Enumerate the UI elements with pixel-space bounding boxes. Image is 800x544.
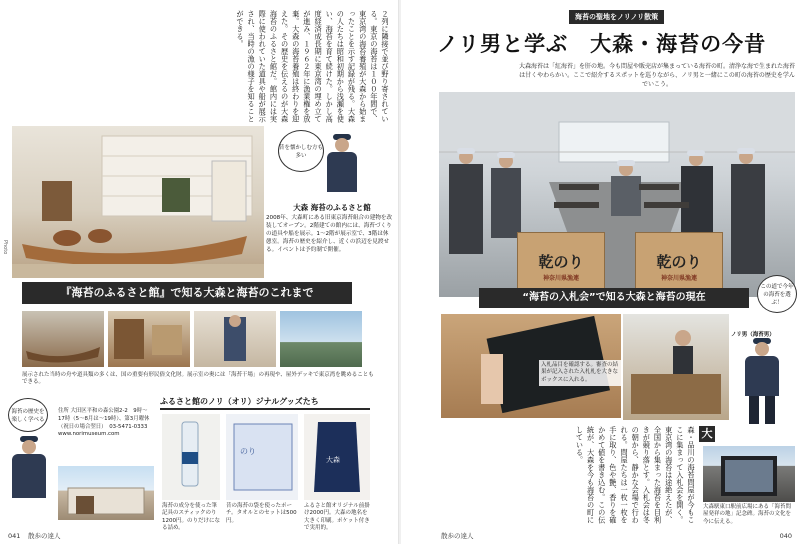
- left-page: [0, 0, 399, 544]
- left-page-number: 041: [8, 532, 21, 540]
- goods-apron-photo: [304, 414, 370, 500]
- goods-stick-caption: 海苔の成分を使った筆記具のスティックのり1200円。のりだけになる詰め。: [162, 503, 220, 532]
- right-page: [401, 0, 800, 544]
- right-page-number: 040: [779, 532, 792, 540]
- strip-caption: 展示された当時の舟や道具類の多くは、国の重要有形民俗文化財。展示室の奥には「海苔干場」の再現や、屋外デッキで東京湾を眺めることもできる。: [22, 372, 374, 386]
- left-page-label: 散歩の達人: [28, 532, 61, 540]
- goods-section-title: ふるさと館のノリ（オリ）ジナルグッズたち: [160, 396, 370, 410]
- top-tag: 海苔の聖地をノリノリ散策: [569, 10, 664, 24]
- goods-apron-caption: ふるさと館オリジナル前掛け2000円。大森の地名を大きく印刷。ポケット付きで実用的。: [304, 503, 370, 532]
- right-page-title: ノリ男と学ぶ 大森・海苔の今昔: [437, 32, 767, 56]
- left-top-body-text: ２列に隣接で並び野り寄されている。東京の海苔は１００年間で、東京湾の海苔養殖が大森から始まったことを示す記録が残る。大森の人たちは昭和初期から浅瀬を使い、海苔を育て続けた。しかし高度経済成長期に東京湾の埋め立てが進み、１９６２年に漁業権を放棄。大森の海苔養殖は終わりを迎えた。その歴史を伝えるのが大森海苔のふるさと館だ。館内には実際に使われていた道具や船が展示され、当時の漁の様子を知ることができる。: [235, 10, 390, 123]
- nori-closeup-caption: 入札品目を確認する。審査の結果が記入された入札札を大きなボックスに入れる。: [539, 360, 621, 386]
- noriman-illustration: [737, 338, 787, 426]
- strip-photo-2: [108, 311, 190, 367]
- monument-photo: [703, 446, 795, 502]
- auction-desk-photo: [623, 314, 729, 420]
- museum-interior-illustration: [12, 126, 264, 278]
- auction-section-banner: “海苔の入札会”で知る大森と海苔の現在: [479, 288, 749, 308]
- monument-caption: 大森駅東口駅前広場にある「海苔問屋発祥の地」記念碑。海苔の文化を今に伝える。: [703, 504, 792, 525]
- museum-interior-photo: [12, 126, 264, 278]
- museum-info-text: 住所 大田区平和の森公園2-2 9時～17時（5～8月は～19時）、第3月曜休（祝日の場合翌日） 03-5471-0333 www.norimuseum.com: [58, 408, 153, 438]
- noriman-speech-bubble: この道で今年の海苔を選ぶ！: [757, 275, 797, 313]
- goods-pouch-caption: 昔の海苔の袋を使ったポーチ。タオルとのセットは500円。: [226, 503, 297, 524]
- nori-box-right: 乾のり 神奈川県漁連: [635, 232, 723, 297]
- guide-man-bottom-illustration: [4, 436, 54, 500]
- museum-title: 大森 海苔のふるさと館: [293, 203, 371, 212]
- auction-hall-photo: [439, 92, 795, 297]
- guide-man-illustration: [318, 132, 366, 194]
- museum-speech-bubble: 昔を懐かしむ方も多い: [278, 130, 324, 172]
- strip-photo-4: [280, 311, 362, 367]
- right-page-label: 散歩の達人: [441, 532, 474, 540]
- nori-box-left: 乾のり 神奈川県漁連: [517, 232, 605, 297]
- right-body-text: 森・品川の海苔問屋が今もここに集まって入札会を開く。東京湾の海苔は途絶えたが、全国から集まった海苔を目利きが競り落とす。入札会は冬の朝から、静かな会場で行われる。問屋たちは一枚一枚を手に取り、色や艶、香りを確かめて値を書き込む。この伝統が、大森を今も海苔の町にしている。: [575, 426, 696, 524]
- strip-photo-1: [22, 311, 104, 367]
- museum-description: 2008年、大森町にある旧東京海苔組合の建物を改装してオープン。2階建ての館内には、海苔づくりの道具や船を展示。1～2階が展示室で、3階は休憩室。海苔の歴史を紹介し、近くの浜辺を見渡せる。イベントは予約制で開催。: [266, 215, 393, 254]
- side-photo-label: Photo: [2, 240, 8, 255]
- lead-text: 大森海苔は「紅海苔」を肝の地。今も問屋や販売店が集まっている海苔の町。清浄な海で生まれた海苔は甘くやわらかい。ここで紹介するスポットを巡りながら、ノリ男と一緒にこの町の海苔の歴史を学んでいこう。: [519, 63, 796, 88]
- goods-pouch-photo: [226, 414, 298, 500]
- svg-text:大森: 大森: [326, 456, 340, 464]
- museum-section-banner: 『海苔のふるさと館』で知る大森と海苔のこれまで: [22, 282, 352, 304]
- strip-photo-3: [194, 311, 276, 367]
- goods-stick-glue-photo: [162, 414, 220, 500]
- svg-text:のり: のり: [240, 447, 256, 456]
- drop-cap: 大: [699, 426, 715, 442]
- noriman-label: ノリ男（海苔男）: [731, 332, 775, 338]
- museum-exterior-photo: [58, 466, 154, 520]
- guide-speech-bubble: 海苔の歴史を楽しく学べる: [8, 398, 48, 432]
